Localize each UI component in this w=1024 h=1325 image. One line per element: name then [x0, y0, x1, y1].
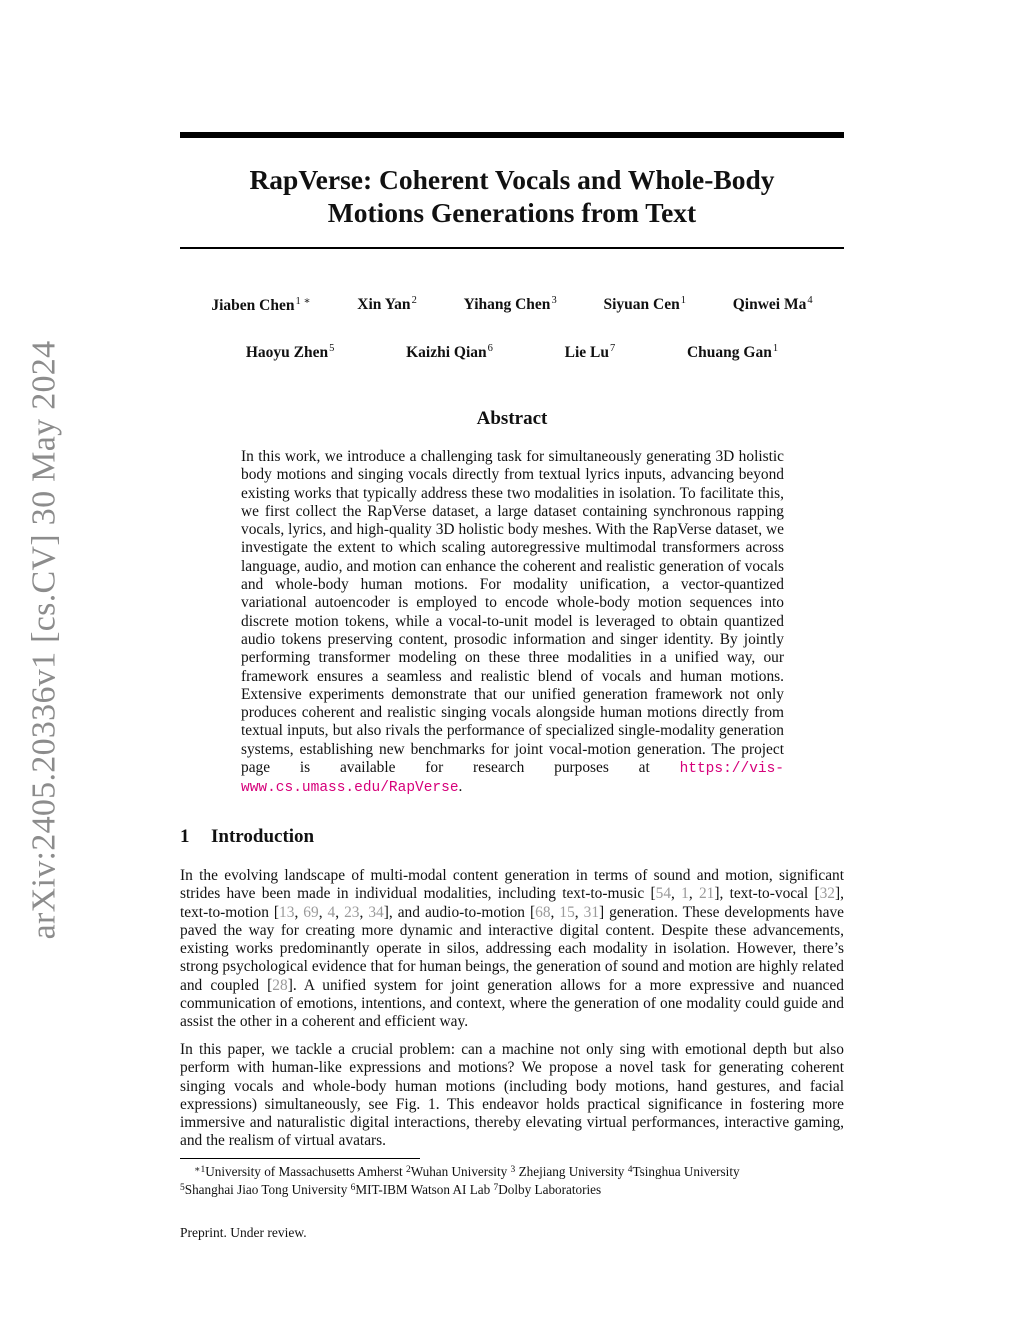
affiliation-name: Zhejiang University	[515, 1164, 628, 1179]
citation-link[interactable]: 31	[583, 903, 600, 921]
author	[733, 295, 813, 315]
author-name: Jiaben Chen	[211, 297, 295, 314]
abstract-text: In this work, we introduce a challenging task for simultaneously generating 3D holistic body motions and singing vocals directly from textual lyrics inputs, advancing beyond existing works that typically address these two modalities in isolation. To facilitate this, we first collect the RapVerse dataset, a large dataset containing synchronous rapping vocals, lyrics, and high-quality 3D holistic body meshes. With the RapVerse dataset, we investigate the extent to which scaling autoregressive multimodal transformers across language, audio, and motion can enhance the coherent and realistic generation of vocals and whole-body human motions. For modality unification, a vector-quantized variational autoencoder is employed to encode whole-body motion sequences into discrete motion tokens, while a vocal-to-unit model is leveraged to obtain quantized audio tokens preserving content, prosodic information and singer identity. By jointly performing transformer modeling on these three modalities in a unified way, our framework ensures a seamless and realistic blend of vocals and human motions. Extensive experiments demonstrate that our unified generation framework not only produces coherent and realistic singing vocals alongside human motions directly from textual inputs, but also rivals the performance of specialized single-modality generation systems, establishing new benchmarks for joint vocal-motion generation. The project page is available for research purposes at	[241, 448, 784, 777]
author-row-2	[180, 343, 844, 362]
footnote-rule	[180, 1158, 420, 1159]
footnote-line-2	[180, 1180, 844, 1198]
author	[357, 295, 417, 315]
paragraph-text: ], text-to-motion [	[180, 885, 844, 921]
abstract-end: .	[458, 778, 463, 796]
title-top-rule	[180, 132, 844, 138]
citation-link[interactable]: 32	[819, 885, 835, 903]
paper-title-line2: Motions Generations from Text	[327, 197, 697, 228]
paragraph-text: ,	[294, 903, 304, 921]
paragraph-text: ,	[574, 903, 584, 921]
author-affiliation-mark: 1 ∗	[295, 296, 311, 307]
citation-link[interactable]: 13	[279, 903, 295, 921]
citation-link[interactable]: 1	[681, 885, 689, 903]
author-name: Siyuan Cen	[603, 296, 680, 313]
section-title: Introduction	[211, 826, 315, 847]
intro-paragraph-1	[180, 867, 844, 1032]
paragraph-text: ] generation. These developments have paved the way for creating more dynamic and interactive digital content. Despite these advancements, existing works predominantly operate in silos, addressing each modality in isolation. However, there’s strong psychological evidence that for human beings, the generation of sound and motion are highly related and coupled [	[180, 903, 844, 994]
author-name: Yihang Chen	[463, 296, 551, 313]
paragraph-text: ,	[318, 903, 328, 921]
affiliation-name: MIT-IBM Watson AI Lab	[355, 1182, 494, 1197]
affiliation-mark: 3	[510, 1165, 516, 1175]
section-number: 1	[180, 826, 190, 847]
affiliation-name: Shanghai Jiao Tong University	[184, 1182, 351, 1197]
author-affiliation-mark: 1	[680, 295, 686, 306]
author-affiliation-mark: 6	[487, 343, 493, 354]
paragraph-text: ,	[688, 885, 699, 903]
citation-link[interactable]: 21	[698, 885, 715, 903]
arxiv-identifier	[12, 340, 76, 940]
paragraph-text: ]. A unified system for joint generation allows for a more expressive and nuanced communication of emotions, intentions, and context, where the generation of one modality could guide and assist the other in a coherent and efficient way.	[180, 976, 844, 1031]
paragraph-text: ,	[671, 885, 682, 903]
affiliations-footnote	[180, 1162, 844, 1198]
author	[464, 295, 557, 315]
author	[687, 343, 778, 362]
author	[406, 343, 493, 362]
author-affiliation-mark: 2	[411, 295, 417, 306]
paper-title	[180, 163, 844, 229]
author-name: Lie Lu	[564, 344, 609, 361]
affiliation-name: Tsinghua University	[632, 1164, 740, 1179]
citation-link[interactable]: 69	[303, 903, 319, 921]
author-name: Xin Yan	[357, 296, 411, 313]
footnote-line-1	[180, 1162, 844, 1180]
paragraph-text: In the evolving landscape of multi-modal content generation in terms of sound and motion, significant strides have been made in individual modalities, including text-to-music [	[180, 867, 844, 903]
citation-link[interactable]: 68	[535, 903, 551, 921]
abstract-heading: Abstract	[476, 408, 548, 429]
citation-link[interactable]: 15	[559, 903, 575, 921]
preprint-note: Preprint. Under review.	[180, 1225, 307, 1240]
paragraph-text: ,	[359, 903, 369, 921]
affiliation-name: Dolby Laboratories	[498, 1182, 602, 1197]
author-affiliation-mark: 1	[772, 343, 779, 354]
author-name: Chuang Gan	[686, 344, 772, 361]
affiliation-mark: 5	[180, 1183, 185, 1193]
affiliation-name: Wuhan University	[410, 1164, 511, 1179]
author-row-1	[180, 295, 844, 315]
section-heading-introduction	[180, 826, 314, 848]
affiliation-mark: 4	[627, 1165, 633, 1175]
author	[211, 295, 310, 315]
affiliation-mark: 6	[350, 1183, 356, 1193]
author-name: Qinwei Ma	[732, 296, 807, 313]
abstract-body	[241, 448, 784, 798]
paragraph-text: ], text-to-vocal [	[714, 885, 820, 903]
paragraph-text: ,	[550, 903, 560, 921]
citation-link[interactable]: 54	[655, 885, 672, 903]
author-affiliation-mark: 5	[329, 343, 335, 354]
author	[603, 295, 686, 315]
citation-link[interactable]: 28	[272, 976, 288, 994]
citation-link[interactable]: 4	[327, 903, 336, 921]
paragraph-text: ,	[335, 903, 345, 921]
citation-link[interactable]: 23	[344, 903, 360, 921]
paragraph-text: ], and audio-to-motion [	[383, 903, 536, 921]
intro-paragraph-2: In this paper, we tackle a crucial problem: can a machine not only sing with emotional depth but also perform with human-like expressions and motions? We propose a novel task for generating coherent singing vocals and whole-body human motions (including body motions, hand gestures, and facial expressions) simultaneously, see Fig. 1. This endeavor holds practical significance in fostering more immersive and naturalistic digital interactions, thereby elevating virtual performances, interactive gaming, and the realism of virtual avatars.	[180, 1041, 844, 1150]
affiliation-mark: 7	[493, 1183, 499, 1193]
author-name: Haoyu Zhen	[245, 344, 329, 361]
author	[246, 343, 335, 362]
author-affiliation-mark: 3	[551, 295, 557, 306]
citation-link[interactable]: 34	[368, 903, 384, 921]
author-affiliation-mark: 4	[807, 295, 813, 306]
arxiv-identifier-text: arXiv:2405.20336v1 [cs.CV] 30 May 2024	[25, 340, 62, 940]
affiliation-mark: ∗1	[194, 1165, 206, 1175]
affiliation-mark: 2	[405, 1165, 411, 1175]
title-bottom-rule	[180, 247, 844, 249]
author	[565, 343, 616, 362]
affiliation-name: University of Massachusetts Amherst	[205, 1164, 406, 1179]
author-name: Kaizhi Qian	[406, 344, 487, 361]
author-affiliation-mark: 7	[609, 343, 616, 354]
paper-title-line1: RapVerse: Coherent Vocals and Whole-Body	[249, 164, 775, 195]
project-page-link[interactable]: https://vis-www.cs.umass.edu/RapVerse	[241, 761, 784, 797]
